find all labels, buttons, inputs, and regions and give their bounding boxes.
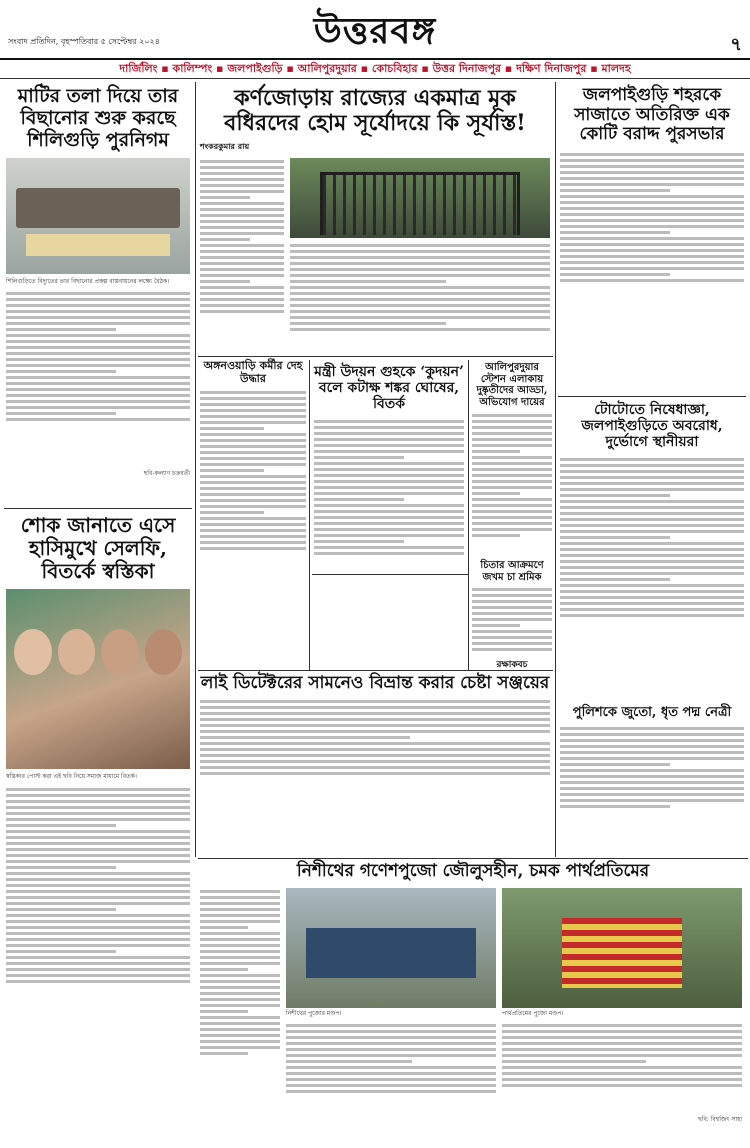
headline: মন্ত্রী উদয়ন গুহকে ‘কুদয়ন’ বলে কটাক্ষ শঙ্কর ঘোষের, বিতর্ক bbox=[314, 364, 464, 413]
article-udayan bbox=[314, 364, 464, 608]
article-ganesh-puja bbox=[200, 862, 746, 1125]
rule bbox=[4, 508, 192, 509]
pandal-photo-right bbox=[502, 888, 742, 1008]
article-body bbox=[6, 290, 190, 468]
headline: অঙ্গনওয়াড়ি কর্মীর দেহ উদ্ধার bbox=[203, 359, 303, 385]
headline: নিশীথের গণেশপুজো জৌলুসহীন, চমক পার্থপ্রতিমের bbox=[296, 861, 650, 881]
article-body bbox=[290, 242, 550, 366]
headline: পুলিশকে জুতো, ধৃত পদ্ম নেত্রী bbox=[572, 705, 732, 720]
rule bbox=[312, 574, 468, 575]
byline: শংকরকুমার রায় bbox=[200, 141, 250, 151]
article-alipurduar bbox=[472, 362, 552, 582]
article-deaf-home bbox=[200, 86, 550, 368]
headline: আলিপুরদুয়ার স্টেশন এলাকায় দুষ্কৃতীদের আড্ডা, অভিযোগ দায়ের bbox=[476, 362, 548, 408]
article-selfie bbox=[6, 514, 190, 1056]
date-line: সংবাদ প্রতিদিন, বৃহস্পতিবার ৫ সেপ্টেম্বর ২০২৪ bbox=[8, 37, 160, 46]
rule bbox=[558, 396, 746, 397]
region-strip: দার্জিলিং ▪ কালিম্পং ▪ জলপাইগুড়ি ▪ আলিপুরদুয়ার ▪ কোচবিহার ▪ উত্তর দিনাজপুর ▪ দক্ষিণ দিনাজপুর ▪ মালদহ bbox=[0, 60, 750, 79]
meeting-photo bbox=[6, 158, 190, 274]
photo-caption: পার্থপ্রতিমের পুজো মণ্ডপ। bbox=[502, 1009, 564, 1017]
photo-caption: স্বস্তিকার পোস্ট করা এই ছবি নিয়ে সমাজ মাধ্যমে বিতর্ক। bbox=[6, 773, 137, 780]
column-rule bbox=[309, 360, 310, 670]
headline: জলপাইগুড়ি শহরকে সাজাতে অতিরিক্ত এক কোটি বরাদ্দ পুরসভার bbox=[574, 85, 730, 145]
article-bjp-leader bbox=[560, 706, 744, 843]
article-body bbox=[200, 888, 280, 1118]
masthead bbox=[0, 0, 750, 60]
headline: কর্ণজোড়ায় রাজ্যের একমাত্র মূক বধিরদের হোম সূর্যোদয়ে কি সূর্যাস্ত! bbox=[224, 85, 526, 137]
article-body bbox=[6, 786, 190, 1056]
pandal-photo-left bbox=[286, 888, 496, 1008]
article-underground-cable bbox=[6, 86, 190, 479]
headline: শোক জানাতে এসে হাসিমুখে সেলফি, বিতর্কে স্বস্তিকা bbox=[20, 513, 176, 583]
article-body bbox=[200, 389, 306, 609]
article-body bbox=[200, 158, 284, 368]
rule bbox=[198, 356, 553, 357]
article-body bbox=[286, 1022, 496, 1118]
headline: লাই ডিটেক্টরের সামনেও বিভ্রান্ত করার চেষ্টা সঞ্জয়ের bbox=[200, 673, 550, 693]
article-lie-detector bbox=[200, 674, 550, 808]
photo-caption: শিলিগুড়িতে বিদ্যুতের তার বিছানোর প্রকল্প বাস্তবায়নের লক্ষ্যে বৈঠক। bbox=[6, 277, 170, 285]
headline: চিতার আক্রমণে জখম চা শ্রমিক bbox=[480, 560, 544, 583]
article-body bbox=[472, 412, 552, 582]
column-rule bbox=[555, 82, 556, 857]
article-body bbox=[502, 1022, 742, 1114]
gate-photo bbox=[290, 158, 550, 238]
rule bbox=[198, 858, 748, 859]
article-jalpaiguri-funds bbox=[560, 86, 744, 331]
headline: রক্ষাকবচ bbox=[496, 660, 528, 670]
article-body bbox=[560, 151, 744, 331]
article-body bbox=[560, 456, 744, 676]
headline: টোটোতে নিষেধাজ্ঞা, জলপাইগুড়িতে অবরোধ, দুর্ভোগে স্থানীয়রা bbox=[581, 402, 723, 451]
article-body bbox=[560, 725, 744, 843]
article-body bbox=[200, 698, 550, 808]
article-anganwadi bbox=[200, 360, 306, 609]
article-body bbox=[314, 418, 464, 608]
article-toto-ban bbox=[560, 402, 744, 676]
section-title: উত্তরবঙ্গ bbox=[313, 10, 437, 52]
page-number: ৭ bbox=[730, 34, 742, 55]
photo-caption: নিশীথের পুজোর মণ্ডপ। bbox=[286, 1009, 342, 1017]
article-leopard bbox=[472, 560, 552, 674]
selfie-photo bbox=[6, 589, 190, 769]
headline: মাটির তলা দিয়ে তার বিছানোর শুরু করছে শিলিগুড়ি পুরনিগম bbox=[17, 85, 179, 151]
photo-credit: ছবি-কল্যাণ চক্রবর্তী bbox=[143, 469, 190, 477]
article-rakshakabach bbox=[472, 660, 552, 670]
column-rule bbox=[195, 82, 196, 857]
column-rule bbox=[468, 360, 469, 670]
photo-credit: ছবি: বিশ্বজিৎ সাহা bbox=[698, 1115, 742, 1123]
